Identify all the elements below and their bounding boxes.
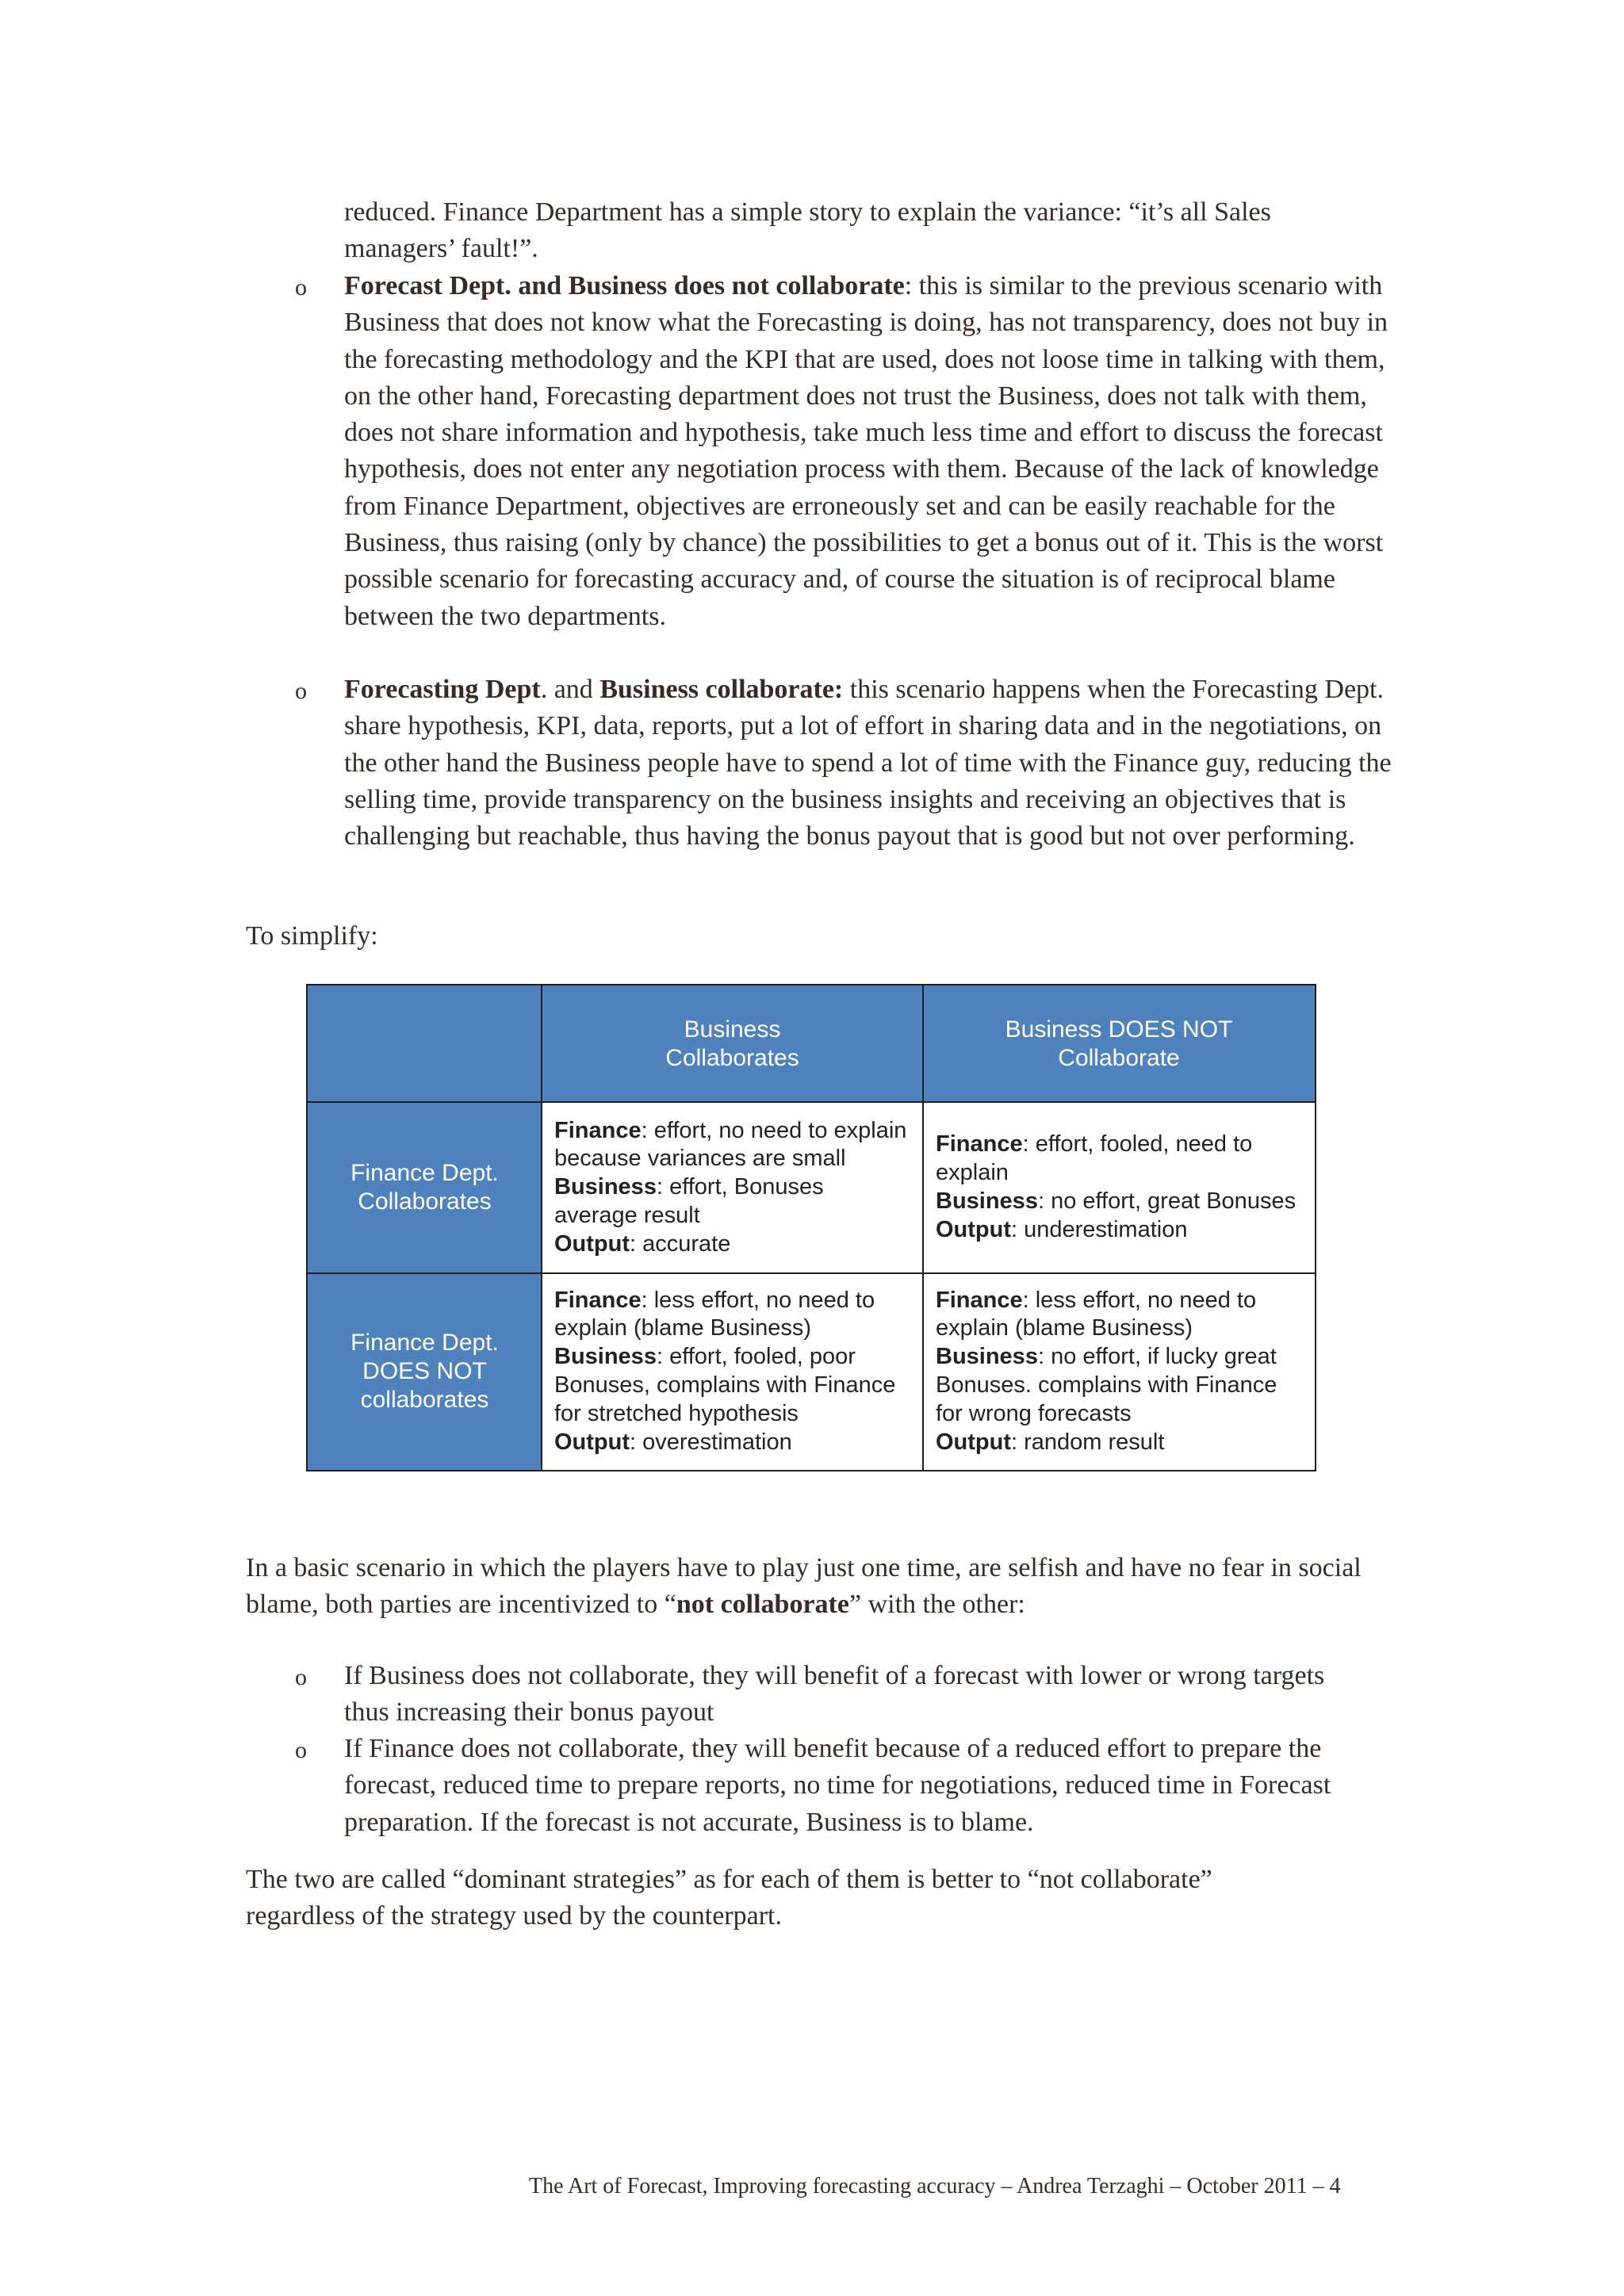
bullet-body: this scenario happens when the Forecasting Dept. share hypothesis, KPI, data, reports, put a lot of effort in sharing data and in the negotiations, on the other hand the Business people have to spend a lot of time with the Finance guy, reducing the selling time, provide transparency on the business insights and receiving an objectives that is challenging but reachable, thus having the bonus payout that is good but not over performing. (344, 675, 1392, 851)
cell-entry-text: : no effort, great Bonuses (1037, 1188, 1297, 1214)
col-header-business-collaborates: Business Collaborates (542, 985, 923, 1102)
cell-entry-label: Output (936, 1429, 1012, 1455)
cell-entry-output (554, 1230, 910, 1259)
cell-entry-business (554, 1343, 910, 1428)
cell-entry-finance (554, 1287, 910, 1344)
cell-entry-label: Finance (554, 1117, 642, 1143)
table-divider (922, 985, 924, 1470)
cell-entry-finance (554, 1117, 910, 1174)
cell-entry-text: : no effort, if lucky great Bonuses. complains with Finance for wrong forecasts (936, 1344, 1277, 1426)
bullet-mid: . and (540, 675, 600, 704)
col-header-business-not-collaborate: Business DOES NOT Collaborate (923, 985, 1315, 1102)
cell-entry-business (936, 1343, 1302, 1428)
bullet-title: Forecasting Dept (344, 675, 541, 704)
table-divider (308, 1101, 1315, 1103)
cell-finance-collab-business-not (923, 1102, 1315, 1273)
cell-finance-collab-business-collab (542, 1102, 923, 1273)
row-header-finance-not-collaborate: Finance Dept. DOES NOT collaborates (308, 1273, 542, 1470)
cell-entry-label: Output (554, 1429, 630, 1455)
bullet-title-2: Business collaborate: (599, 675, 844, 704)
cell-entry-output (936, 1429, 1302, 1457)
bullet-marker: o (295, 274, 307, 300)
list-item (344, 268, 1399, 635)
cell-entry-output (554, 1429, 910, 1457)
emphasis: not collaborate (676, 1590, 849, 1620)
dominant-strategies-text: The two are called “dominant strategies” as for each of them is better to “not collaborate” regardless of the strategy used by the counterpart. (246, 1865, 1212, 1931)
cell-entry-label: Finance (936, 1287, 1023, 1313)
cell-entry-finance (936, 1131, 1302, 1188)
cell-entry-label: Finance (554, 1287, 642, 1313)
continuation-text (344, 194, 1391, 268)
bullet-title: Forecast Dept. and Business does not collaborate (344, 271, 905, 300)
list-item: If Business does not collaborate, they will benefit of a forecast with lower or wrong targets thus increasing their bonus payout (344, 1661, 1325, 1728)
table-divider (541, 985, 542, 1470)
cell-entry-text: : effort, fooled, need to explain (936, 1131, 1253, 1186)
cell-entry-label: Business (936, 1344, 1038, 1370)
cell-entry-finance (936, 1287, 1302, 1344)
cell-entry-text: : effort, Bonuses average result (554, 1174, 824, 1228)
basic-scenario-text: In a basic scenario in which the players have to play just one time, are selfish and have no fear in social blame, both parties are incentivized to “not collaborate” with the other: (246, 1553, 1362, 1620)
cell-entry-business (554, 1173, 910, 1230)
continuation-line-2: managers’ fault!”. (344, 234, 538, 264)
cell-entry-text: : less effort, no need to explain (blame Business) (936, 1287, 1257, 1341)
cell-entry-text: : random result (1011, 1429, 1165, 1455)
collaboration-matrix (306, 984, 1316, 1471)
row-header-finance-collaborates: Finance Dept. Collaborates (308, 1102, 542, 1273)
bullet-marker: o (295, 678, 307, 704)
cell-entry-output (936, 1216, 1302, 1245)
bullet-body: : this is similar to the previous scenario with Business that does not know what the Forecasting is doing, has not transparency, does not buy in the forecasting methodology and the KPI that are used, does not loose time in talking with them, on the other hand, Forecasting department does not trust the Business, does not talk with them, does not share information and hypothesis, take much less time and effort to discuss the forecast hypothesis, does not enter any negotiation process with them. Because of the lack of knowledge from Finance Department, objectives are erroneously set and can be easily reachable for the Business, thus raising (only by chance) the possibilities to get a bonus out of it. This is the worst possible scenario for forecasting accuracy and, of course the situation is of reciprocal blame between the two departments. (344, 271, 1388, 631)
list-item: If Finance does not collaborate, they will benefit because of a reduced effort to prepare the forecast, reduced time to prepare reports, no time for negotiations, reduced time in Forecast preparation. If the forecast is not accurate, Business is to blame. (344, 1734, 1331, 1837)
cell-finance-not-business-not (923, 1273, 1315, 1470)
cell-entry-label: Business (554, 1344, 657, 1370)
cell-entry-label: Output (936, 1216, 1012, 1242)
cell-entry-label: Output (554, 1230, 630, 1257)
page-footer: The Art of Forecast, Improving forecasting accuracy – Andrea Terzaghi – October 2011 – 4 (529, 2174, 1341, 2198)
cell-entry-text: : underestimation (1011, 1216, 1188, 1242)
continuation-line-1: reduced. Finance Department has a simple story to explain the variance: “it’s all Sales (344, 197, 1271, 227)
empty-corner-cell (308, 985, 542, 1102)
cell-entry-business (936, 1188, 1302, 1216)
to-simplify-text: To simplify: (246, 921, 378, 951)
cell-entry-label: Finance (936, 1131, 1023, 1158)
cell-entry-text: : less effort, no need to explain (blame Business) (554, 1287, 875, 1341)
cell-entry-text: : overestimation (630, 1429, 792, 1455)
cell-entry-text: : accurate (630, 1230, 731, 1257)
bullet-marker: o (295, 1664, 307, 1690)
cell-entry-text: : effort, fooled, poor Bonuses, complains with Finance for stretched hypothesis (554, 1344, 896, 1426)
cell-entry-text: : effort, no need to explain because variances are small (554, 1117, 907, 1172)
bullet-marker: o (295, 1737, 307, 1763)
cell-finance-not-business-collab (542, 1273, 923, 1470)
list-item (344, 672, 1407, 855)
table-divider (308, 1272, 1315, 1274)
cell-entry-label: Business (554, 1174, 657, 1200)
cell-entry-label: Business (936, 1188, 1038, 1214)
